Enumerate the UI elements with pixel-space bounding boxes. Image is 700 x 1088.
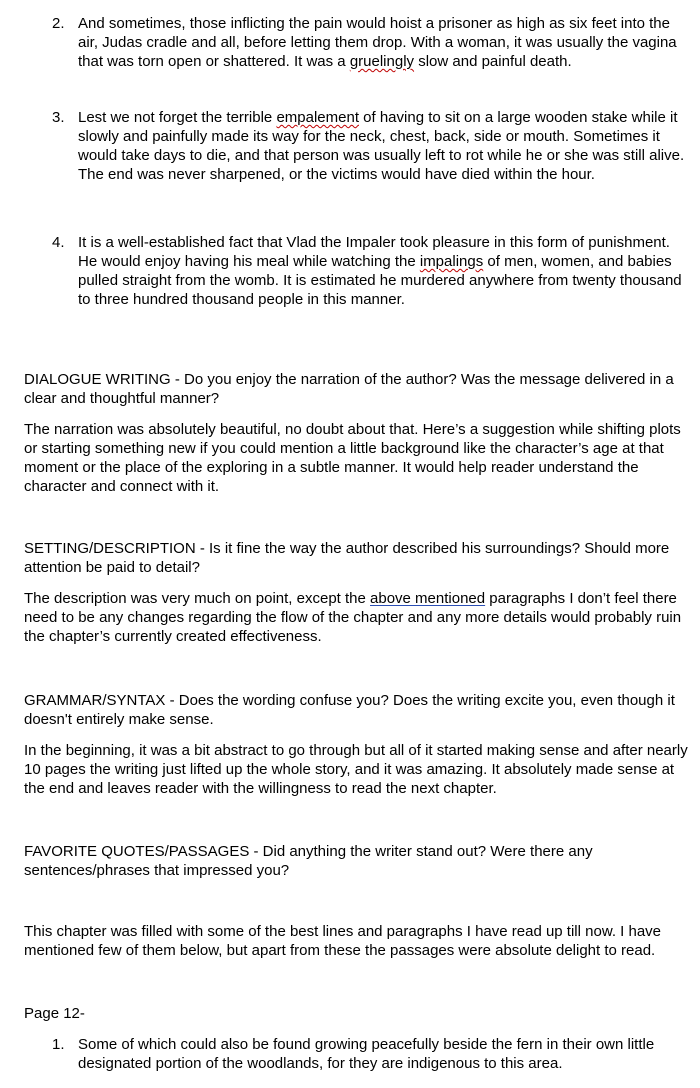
text-run: The description was very much on point, except the: [24, 590, 371, 607]
dialogue-writing-answer: [24, 420, 694, 496]
grammar-syntax-question: GRAMMAR/SYNTAX - Does the wording confuse you? Does the writing excite you, even though it doesn't entirely make sense.: [24, 692, 675, 728]
setting-description-question: SETTING/DESCRIPTION - Is it fine the way the author described his surroundings? Should more attention be paid to detail?: [24, 540, 670, 576]
text-run: of having to sit on a large wooden stake while it slowly and painfully made its way for the neck, chest, back, side or mouth. Sometimes it would take days to die, and that person was usually left to rot while he or she was still alive. The end was never sharpened, or the victims would have died within the hour.: [78, 109, 685, 183]
spelling-flagged-word: empalement: [276, 109, 359, 126]
text-run: In the beginning, it was a bit abstract to go through but all of it started making sense and after nearly 10 pages the writing just lifted up the whole story, and it was amazing. It absolutely made sense at the end and leaves reader with the willingness to read the next chapter.: [24, 742, 688, 797]
list-item-3: [52, 108, 692, 184]
text-run: Some of which could also be found growing peacefully beside the fern in their own little designated portion of the woodlands, for they are indigenous to this area.: [78, 1036, 655, 1072]
list-item-text: [78, 233, 692, 309]
list-number: 1.: [52, 1036, 65, 1053]
list-number: 2.: [52, 15, 65, 32]
list-item-1: [52, 1035, 692, 1073]
text-run: The narration was absolutely beautiful, no doubt about that. Here’s a suggestion while shifting plots or starting something new if you could mention a little background like the character’s age at that moment or the place of the exploring in a subtle manner. It would help reader understand the character and connect with it.: [24, 421, 681, 495]
favorite-quotes-answer: [24, 922, 694, 960]
favorite-quotes-question: FAVORITE QUOTES/PASSAGES - Did anything the writer stand out? Were there any sentences/phrases that impressed you?: [24, 843, 593, 879]
text-run: And sometimes, those inflicting the pain would hoist a prisoner as high as six feet into the air, Judas cradle and all, before letting them drop. With a woman, it was usually the vagina that was torn open or shattered. It was a: [78, 15, 677, 70]
spelling-flagged-word: gruelingly: [349, 53, 415, 70]
text-run: paragraphs I don’t feel there need to be any changes regarding the flow of the chapter and any more details would probably ruin the chapter’s currently created effectiveness.: [24, 590, 682, 645]
text-run: It is a well-established fact that Vlad the Impaler took pleasure in this form of punishment. He would enjoy having his meal while watching the: [78, 234, 670, 270]
list-item-text: [78, 14, 692, 71]
list-item-text: [78, 1035, 692, 1073]
setting-description-answer: [24, 589, 694, 646]
text-run: Lest we not forget the terrible: [78, 109, 277, 126]
page-label: Page 12-: [24, 1005, 85, 1022]
list-item-2: [52, 14, 692, 71]
text-run: This chapter was filled with some of the best lines and paragraphs I have read up till now. I have mentioned few of them below, but apart from these the passages were absolute delight to read.: [24, 923, 662, 959]
spelling-flagged-word: impalings: [419, 253, 484, 270]
grammar-flagged-phrase: above mentioned: [370, 590, 486, 607]
list-item-text: [78, 108, 692, 184]
text-run: slow and painful death.: [414, 53, 572, 70]
grammar-syntax-answer: [24, 741, 694, 798]
list-number: 4.: [52, 234, 65, 251]
list-item-4: [52, 233, 692, 309]
list-number: 3.: [52, 109, 65, 126]
text-run: of men, women, and babies pulled straight from the womb. It is estimated he murdered anywhere from twenty thousand to three hundred thousand people in this manner.: [78, 253, 682, 308]
dialogue-writing-question: DIALOGUE WRITING - Do you enjoy the narration of the author? Was the message delivered in a clear and thoughtful manner?: [24, 371, 674, 407]
